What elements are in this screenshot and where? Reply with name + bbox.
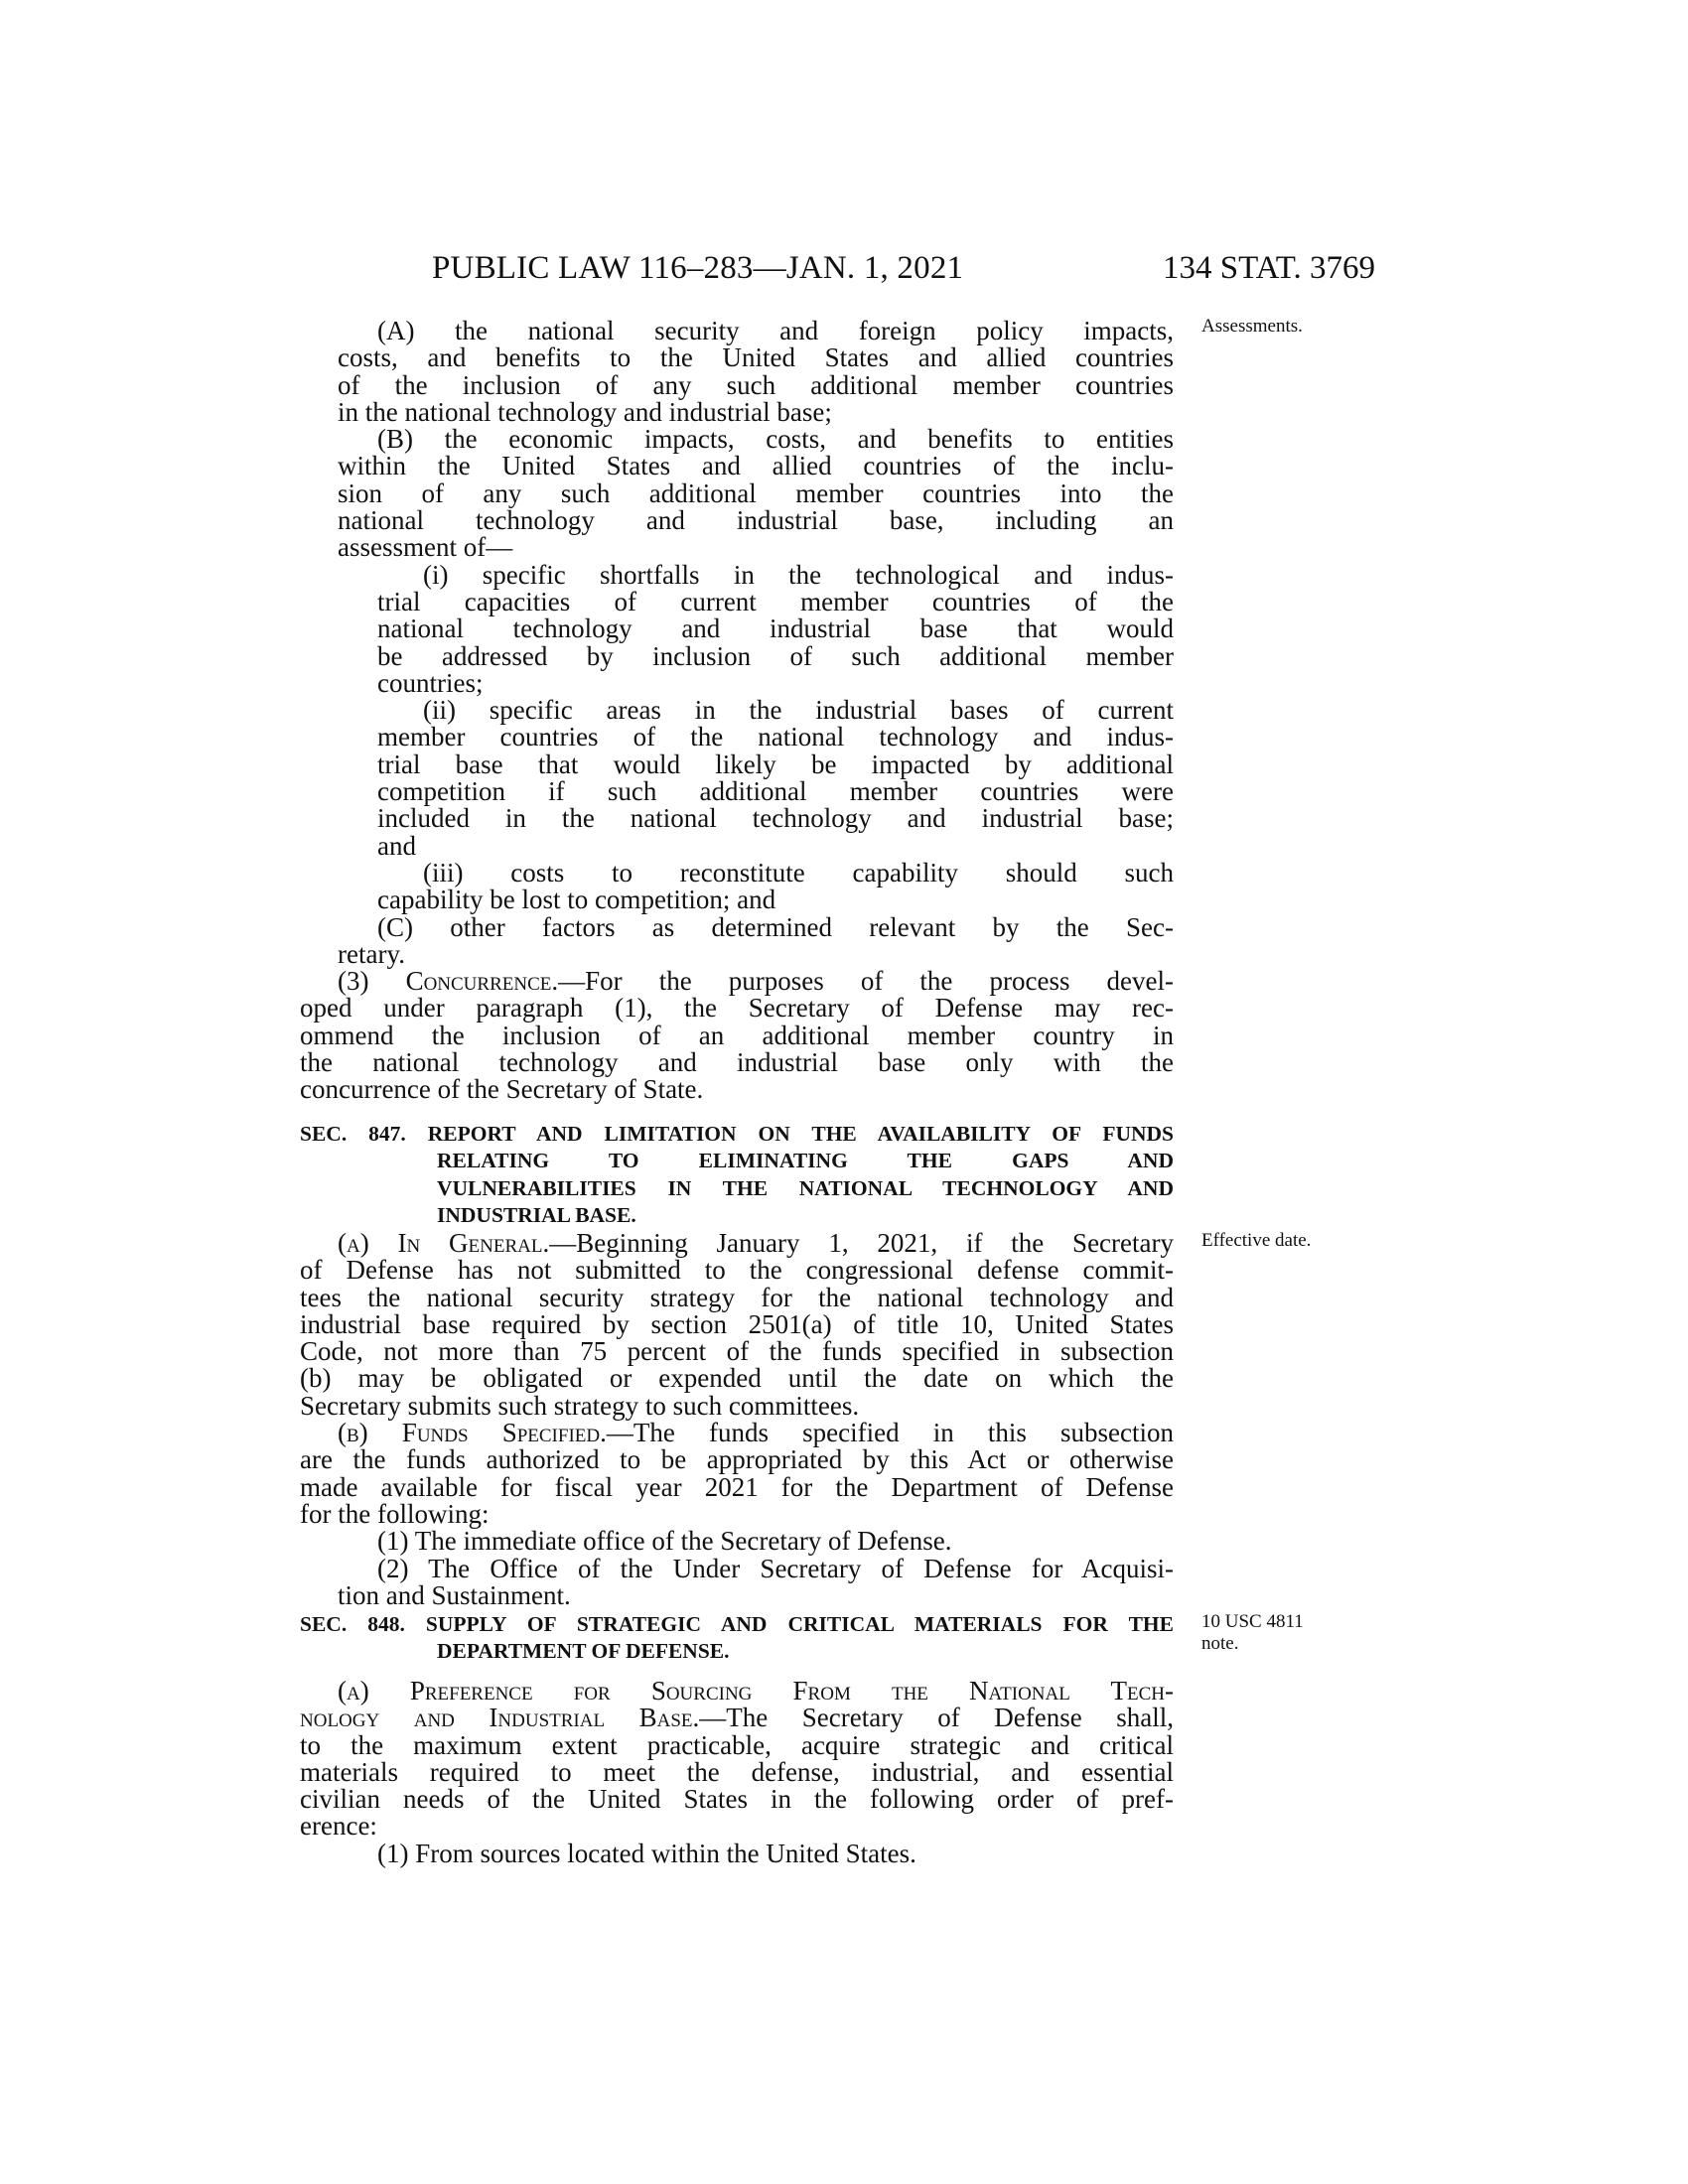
- paragraph-b2-line: tion and Sustainment.: [338, 1579, 571, 1610]
- running-header-title: PUBLIC LAW 116–283—JAN. 1, 2021: [432, 250, 964, 286]
- margin-note-effective-date: Effective date.: [1201, 1230, 1312, 1251]
- clause-ii-line: included in the national technology and industrial base;: [377, 803, 1174, 834]
- subsection-b-text: —The funds specified in this subsection: [606, 1418, 1174, 1448]
- section-848-a-line: [300, 1705, 1174, 1731]
- section-848-a-line: to the maximum extent practicable, acquire strategic and critical: [300, 1729, 1174, 1760]
- clause-i-line: countries;: [377, 667, 484, 698]
- paragraph-3-text: —For the purposes of the process devel-: [558, 966, 1175, 997]
- section-848-a1-line: (1) From sources located within the United States.: [377, 1838, 916, 1868]
- section-848-a-line: civilian needs of the United States in the following order of pref-: [300, 1784, 1174, 1815]
- clause-ii-line: (ii) specific areas in the industrial bases of current: [423, 695, 1174, 726]
- subsection-b-line: are the funds authorized to be appropriated by this Act or otherwise: [300, 1444, 1174, 1475]
- section-848-a-heading-cont: nology and Industrial Base.: [300, 1703, 700, 1733]
- section-848-a-heading-line: (a) Preference for Sourcing From the National Tech-: [338, 1676, 1174, 1706]
- section-847-heading-line: VULNERABILITIES IN THE NATIONAL TECHNOLOGY AND: [437, 1175, 1174, 1200]
- section-848-heading-line: SEC. 848. SUPPLY OF STRATEGIC AND CRITICAL MATERIALS FOR THE: [300, 1612, 1174, 1636]
- paragraph-3-line: oped under paragraph (1), the Secretary of Defense may rec-: [300, 993, 1174, 1024]
- subsection-a-heading: (a) In General.: [338, 1228, 550, 1258]
- margin-note-usc-line1: 10 USC 4811: [1201, 1611, 1304, 1632]
- subsection-b-line: [338, 1420, 1174, 1446]
- paragraph-3-line: ommend the inclusion of an additional member country in: [300, 1020, 1174, 1050]
- paragraph-2-subparagraphs: [300, 318, 1174, 1104]
- section-848-a-text: —The Secretary of Defense shall,: [699, 1703, 1174, 1733]
- subsection-a-line: tees the national security strategy for the national technology and: [300, 1282, 1174, 1312]
- subparagraph-b-line: (B) the economic impacts, costs, and benefits to entities: [377, 424, 1174, 455]
- section-847-heading-line: INDUSTRIAL BASE.: [437, 1202, 636, 1227]
- subparagraph-b-line: assessment of—: [338, 532, 513, 563]
- clause-i-line: trial capacities of current member countries of the: [377, 586, 1174, 616]
- section-847-heading-line: RELATING TO ELIMINATING THE GAPS AND: [437, 1149, 1174, 1173]
- section-847-heading: [300, 1121, 1174, 1229]
- subsection-b-line: for the following:: [300, 1498, 490, 1529]
- margin-note-usc-line2: note.: [1201, 1633, 1239, 1654]
- subsection-a-line: (b) may be obligated or expended until the date on which the: [300, 1363, 1174, 1394]
- subsection-a-line: [338, 1230, 1174, 1257]
- subparagraph-b-line: sion of any such additional member countries into the: [338, 478, 1174, 508]
- subsection-a-text: —Beginning January 1, 2021, if the Secretary: [549, 1228, 1174, 1258]
- subparagraph-c-line: retary.: [338, 938, 405, 969]
- clause-iii-line: (iii) costs to reconstitute capability should such: [423, 857, 1174, 887]
- subparagraph-b-line: national technology and industrial base, including an: [338, 505, 1174, 536]
- section-847-body: [300, 1230, 1174, 1609]
- clause-i-line: be addressed by inclusion of such additional member: [377, 640, 1174, 671]
- subsection-b-line: made available for fiscal year 2021 for the Department of Defense: [300, 1471, 1174, 1502]
- subparagraph-c-line: (C) other factors as determined relevant by the Sec-: [377, 911, 1174, 942]
- section-848-heading-line: DEPARTMENT OF DEFENSE.: [437, 1639, 730, 1664]
- section-848-body: [300, 1678, 1174, 1867]
- clause-ii-line: member countries of the national technology and indus-: [377, 722, 1174, 752]
- clause-ii-line: trial base that would likely be impacted by additional: [377, 749, 1174, 779]
- subsection-b-heading: (b) Funds Specified.: [338, 1418, 607, 1448]
- subsection-a-line: Code, not more than 75 percent of the funds specified in subsection: [300, 1336, 1174, 1367]
- subparagraph-a-line: of the inclusion of any such additional member countries: [338, 369, 1174, 400]
- paragraph-3-heading: (3) Concurrence.: [338, 966, 559, 997]
- subsection-a-line: Secretary submits such strategy to such committees.: [300, 1390, 860, 1421]
- section-848-heading: [300, 1611, 1174, 1666]
- subsection-a-line: industrial base required by section 2501(a) of title 10, United States: [300, 1308, 1174, 1339]
- clause-i-line: (i) specific shortfalls in the technological and indus-: [423, 559, 1174, 590]
- margin-note-assessments: Assessments.: [1201, 316, 1303, 337]
- subparagraph-a-line: (A) the national security and foreign policy impacts,: [377, 316, 1174, 345]
- clause-i-line: national technology and industrial base that would: [377, 614, 1174, 644]
- section-848-a-line: materials required to meet the defense, industrial, and essential: [300, 1756, 1174, 1787]
- section-848-a-line: erence:: [300, 1811, 377, 1842]
- section-847-heading-line: SEC. 847. REPORT AND LIMITATION ON THE AVAILABILITY OF FUNDS: [300, 1122, 1174, 1146]
- paragraph-3-line: [338, 968, 1174, 995]
- subparagraph-b-line: within the United States and allied countries of the inclu-: [338, 451, 1174, 481]
- clause-ii-line: competition if such additional member countries were: [377, 776, 1174, 807]
- subparagraph-a-line: in the national technology and industrial base;: [338, 396, 832, 427]
- paragraph-b1-line: (1) The immediate office of the Secretary of Defense.: [377, 1526, 952, 1557]
- paragraph-3-line: concurrence of the Secretary of State.: [300, 1074, 704, 1105]
- page-number: 134 STAT. 3769: [1162, 250, 1375, 286]
- paragraph-3-line: the national technology and industrial base only with the: [300, 1047, 1174, 1078]
- subparagraph-a-line: costs, and benefits to the United States and allied countries: [338, 342, 1174, 373]
- clause-iii-line: capability be lost to competition; and: [377, 885, 776, 915]
- clause-ii-line: and: [377, 830, 416, 861]
- margin-note-usc: [1201, 1611, 1304, 1655]
- paragraph-b2-line: (2) The Office of the Under Secretary of Defense for Acquisi-: [377, 1553, 1174, 1583]
- subsection-a-line: of Defense has not submitted to the congressional defense commit-: [300, 1255, 1174, 1286]
